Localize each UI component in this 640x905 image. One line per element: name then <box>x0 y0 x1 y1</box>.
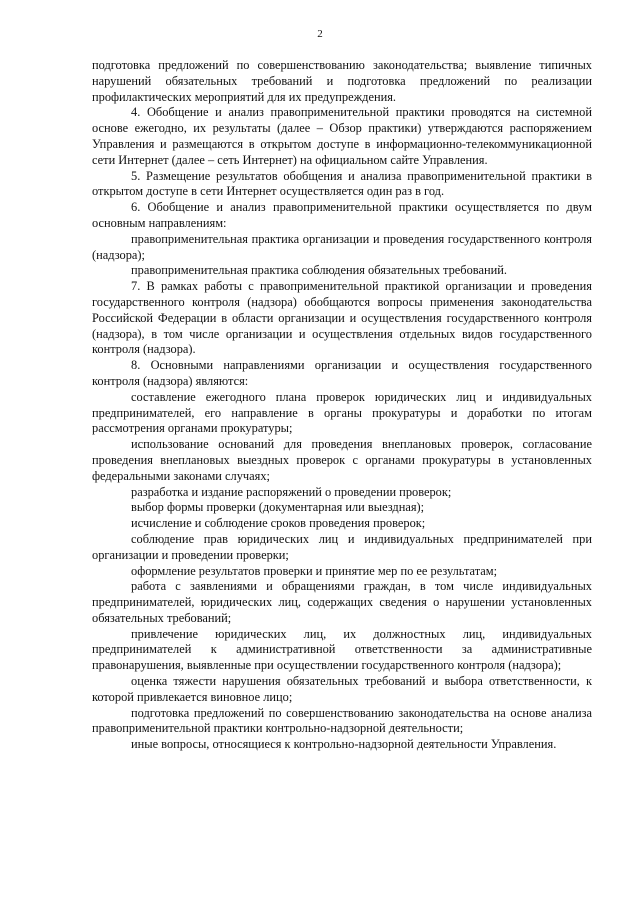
list-item: выбор формы проверки (документарная или выездная); <box>131 500 425 515</box>
paragraph-item-6: 6. Обобщение и анализ правоприменительной практики осуществляется по двум основным направлениям: <box>92 200 592 230</box>
page-number: 2 <box>317 28 323 40</box>
paragraph-item-8: 8. Основными направлениями организации и осуществления государственного контроля (надзора) являются: <box>92 358 592 388</box>
list-item: оформление результатов проверки и принятие мер по ее результатам; <box>131 563 498 578</box>
document-body <box>92 58 592 753</box>
list-item: правоприменительная практика организации и проведения государственного контроля (надзора); <box>92 231 592 262</box>
list-item: исчисление и соблюдение сроков проведения проверок; <box>131 516 426 531</box>
list-item: подготовка предложений по совершенствованию законодательства на основе анализа правоприменительной практики контрольно-надзорной деятельности; <box>92 705 592 736</box>
paragraph-item-4: 4. Обобщение и анализ правоприменительной практики проводятся на системной основе ежегодно, их результаты (далее – Обзор практики) утверждаются распоряжением Управления и размещаются в открытом доступе в информационно-телекоммуникационной сети Интернет (далее – сеть Интернет) на официальном сайте Управления. <box>92 105 592 167</box>
list-item: использование оснований для проведения внеплановых проверок, согласование проведения внеплановых выездных проверок с органами прокуратуры в установленных федеральными законами случаях; <box>92 437 592 483</box>
list-item: иные вопросы, относящиеся к контрольно-надзорной деятельности Управления. <box>131 737 557 752</box>
list-item: работа с заявлениями и обращениями граждан, в том числе индивидуальных предпринимателей, юридических лиц, содержащих сведения о нарушении установленных обязательных требований; <box>92 579 592 625</box>
list-item: составление ежегодного плана проверок юридических лиц и индивидуальных предпринимателей, его направление в органы прокуратуры и доработки по итогам рассмотрения органами прокуратуры; <box>92 389 592 436</box>
list-item: правоприменительная практика соблюдения обязательных требований. <box>131 263 507 278</box>
paragraph-item-7: 7. В рамках работы с правоприменительной практикой организации и проведения государственного контроля (надзора) обобщаются вопросы применения законодательства Российской Федерации в области организации и осуществления государственного контроля (надзора), в том числе организации и осуществления отдельных видов государственного контроля (надзора). <box>92 279 592 357</box>
paragraph-continuation: подготовка предложений по совершенствованию законодательства; выявление типичных нарушений обязательных требований и подготовка предложений по реализации профилактических мероприятий для их предупреждения. <box>92 58 592 104</box>
list-item: привлечение юридических лиц, их должностных лиц, индивидуальных предпринимателей к административной ответственности за административные правонарушения, выявленные при осуществлении государственного контроля (надзора); <box>92 626 592 673</box>
paragraph-item-5: 5. Размещение результатов обобщения и анализа правоприменительной практики в открытом доступе в сети Интернет осуществляется один раз в год. <box>92 168 592 199</box>
list-item: разработка и издание распоряжений о проведении проверок; <box>131 484 452 499</box>
list-item: соблюдение прав юридических лиц и индивидуальных предпринимателей при организации и проведении проверки; <box>92 531 592 562</box>
list-item: оценка тяжести нарушения обязательных требований и выбора ответственности, к которой привлекается виновное лицо; <box>92 674 592 704</box>
